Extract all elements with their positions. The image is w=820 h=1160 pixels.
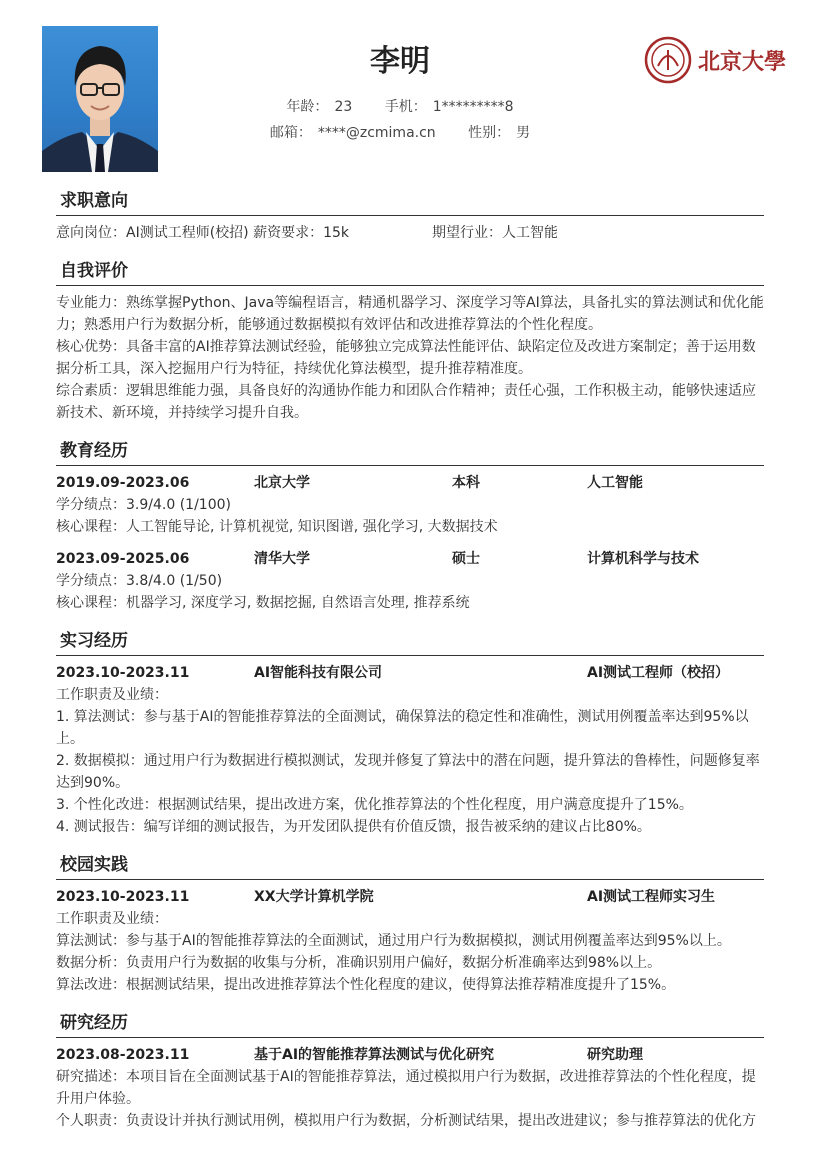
section-research [56,1008,764,1132]
internship-line: 2. 数据模拟：通过用户行为数据进行模拟测试，发现并修复了算法中的潜在问题，提升算法的鲁棒性，问题修复率达到90%。 [56,753,760,791]
research-project: 基于AI的智能推荐算法测试与优化研究 [254,1047,495,1063]
research-date: 2023.08-2023.11 [56,1047,190,1063]
section-self [56,256,764,424]
internship-role: AI测试工程师（校招） [587,665,730,681]
intent-position: 意向岗位：AI测试工程师(校招) 薪资要求：15k [56,225,350,241]
section-divider [56,285,764,286]
edu-major: 计算机科学与技术 [587,551,699,567]
internship-row [56,662,764,684]
section-title-campus: 校园实践 [60,855,128,875]
section-title-education: 教育经历 [60,441,128,461]
internship-line: 工作职责及业绩： [56,687,168,703]
edu-date: 2019.09-2023.06 [56,475,190,491]
section-divider [56,215,764,216]
info-line-1 [200,96,600,116]
campus-line: 工作职责及业绩： [56,911,168,927]
campus-row [56,886,764,908]
campus-line: 算法测试：参与基于AI的智能推荐算法的全面测试，通过用户行为数据模拟，测试用例覆盖率达到95%以上。 [56,933,731,949]
age-value: 23 [334,99,353,115]
edu-school: 清华大学 [254,551,310,567]
section-intent [56,186,764,244]
candidate-name: 李明 [370,44,430,79]
resume-body [56,186,764,1144]
research-line: 研究描述：本项目旨在全面测试基于AI的智能推荐算法，通过模拟用户行为数据，改进推荐算法的个性化程度，提升用户体验。 [56,1069,756,1107]
section-internship [56,626,764,838]
edu-school: 北京大学 [254,475,310,491]
self-line: 核心优势：具备丰富的AI推荐算法测试经验，能够独立完成算法性能评估、缺陷定位及改进方案制定；善于运用数据分析工具，深入挖掘用户行为特征，持续优化算法模型，提升推荐精准度。 [56,339,756,377]
edu-degree: 本科 [452,475,480,491]
phone-label: 手机： [384,99,427,115]
logo-text: 北京大學 [698,49,787,75]
research-role: 研究助理 [587,1047,643,1063]
email-value: ****@zcmima.cn [317,125,436,141]
section-divider [56,1037,764,1038]
section-divider [56,655,764,656]
edu-major: 人工智能 [587,475,643,491]
self-line: 综合素质：逻辑思维能力强，具备良好的沟通协作能力和团队合作精神；责任心强，工作积极主动，能够快速适应新技术、新环境，并持续学习提升自我。 [56,383,756,421]
section-title-self: 自我评价 [60,261,128,281]
internship-line: 4. 测试报告：编写详细的测试报告，为开发团队提供有价值反馈，报告被采纳的建议占比80%。 [56,819,651,835]
section-education [56,436,764,614]
age-label: 年龄： [286,99,329,115]
internship-line: 1. 算法测试：参与基于AI的智能推荐算法的全面测试，确保算法的稳定性和准确性，测试用例覆盖率达到95%以上。 [56,709,749,747]
section-divider [56,879,764,880]
research-row [56,1044,764,1066]
info-line-2 [200,122,600,142]
intent-industry: 期望行业：人工智能 [432,225,558,241]
internship-date: 2023.10-2023.11 [56,665,190,681]
edu-degree: 硕士 [452,551,480,567]
edu-gpa: 学分绩点：3.9/4.0 (1/100) [56,497,231,513]
gender-value: 男 [516,125,531,141]
campus-date: 2023.10-2023.11 [56,889,190,905]
edu-courses: 核心课程：人工智能导论, 计算机视觉, 知识图谱, 强化学习, 大数据技术 [56,519,498,535]
campus-line: 数据分析：负责用户行为数据的收集与分析，准确识别用户偏好，数据分析准确率达到98%以上。 [56,955,662,971]
edu-gpa: 学分绩点：3.8/4.0 (1/50) [56,573,223,589]
section-divider [56,465,764,466]
section-campus [56,850,764,996]
campus-org: XX大学计算机学院 [254,889,374,905]
internship-line: 3. 个性化改进：根据测试结果，提出改进方案，优化推荐算法的个性化程度，用户满意度提升了15%。 [56,797,693,813]
phone-value: 1*********8 [432,99,514,115]
research-line: 个人职责：负责设计并执行测试用例，模拟用户行为数据，分析测试结果，提出改进建议；参与推荐算法的优化方 [56,1113,756,1129]
campus-role: AI测试工程师实习生 [587,889,716,905]
section-title-research: 研究经历 [60,1013,128,1033]
section-title-internship: 实习经历 [60,631,128,651]
edu-courses: 核心课程：机器学习, 深度学习, 数据挖掘, 自然语言处理, 推荐系统 [56,595,470,611]
campus-line: 算法改进：根据测试结果，提出改进推荐算法个性化程度的建议，使得算法推荐精准度提升了15%。 [56,977,676,993]
email-label: 邮箱： [269,125,312,141]
university-logo [644,36,794,84]
edu-row [56,548,764,570]
section-title-intent: 求职意向 [60,191,128,211]
edu-date: 2023.09-2025.06 [56,551,190,567]
gender-label: 性别： [468,125,511,141]
edu-row [56,472,764,494]
self-line: 专业能力：熟练掌握Python、Java等编程语言，精通机器学习、深度学习等AI算法，具备扎实的算法测试和优化能力；熟悉用户行为数据分析，能够通过数据模拟有效评估和改进推荐算法的个性化程度。 [56,295,764,333]
profile-photo [42,26,158,172]
internship-company: AI智能科技有限公司 [254,665,383,681]
